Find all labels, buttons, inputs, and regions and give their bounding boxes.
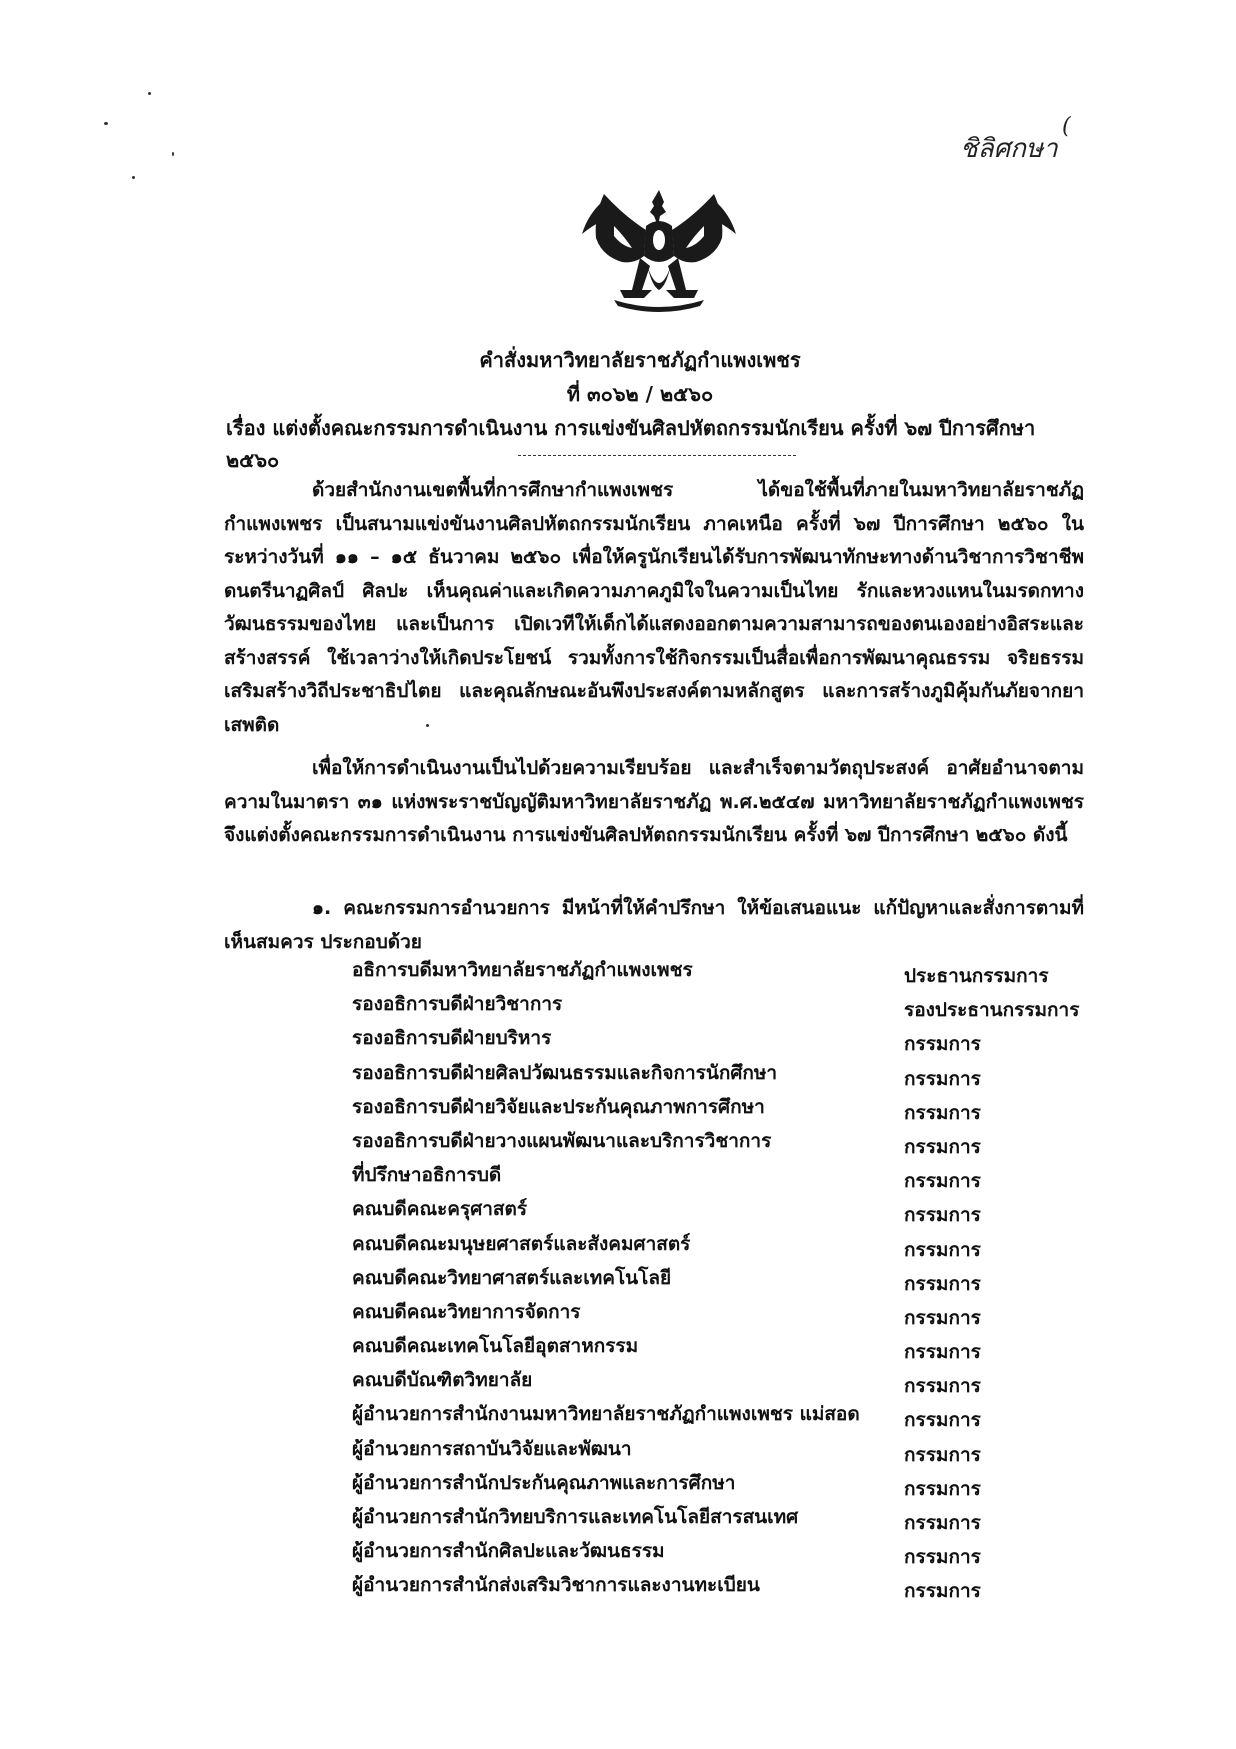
member-position: รองอธิการบดีฝ่ายบริหาร bbox=[352, 1027, 552, 1050]
member-role: กรรมการ bbox=[904, 1135, 981, 1158]
committee-member-row bbox=[352, 1126, 1092, 1160]
committee-list bbox=[352, 955, 1092, 1605]
member-role: กรรมการ bbox=[904, 1375, 981, 1398]
member-position: คณบดีคณะครุศาสตร์ bbox=[352, 1198, 528, 1221]
committee-member-row bbox=[352, 1229, 1092, 1263]
member-position: คณบดีคณะมนุษยศาสตร์และสังคมศาสตร์ bbox=[352, 1232, 691, 1255]
member-position: ผู้อำนวยการสำนักงานมหาวิทยาลัยราชภัฏกำแพงเพชร แม่สอด bbox=[352, 1403, 860, 1426]
member-role: กรรมการ bbox=[904, 1204, 981, 1227]
member-position: ผู้อำนวยการสำนักประกันคุณภาพและการศึกษา bbox=[352, 1471, 736, 1494]
paragraph-authority: เพื่อให้การดำเนินงานเป็นไปด้วยความเรียบร้อย และสำเร็จตามวัตถุประสงค์ อาศัยอำนาจตามความในมาตรา ๓๑ แห่งพระราชบัญญัติมหาวิทยาลัยราชภัฏ พ.ศ.๒๕๔๗ มหาวิทยาลัยราชภัฏกำแพงเพชร จึงแต่งตั้งคณะกรรมการดำเนินงาน การแข่งขันศิลปหัตถกรรมนักเรียน ครั้งที่ ๖๗ ปีการศึกษา ๒๕๖๐ ดังนี้ bbox=[224, 757, 1084, 846]
committee-member-row bbox=[352, 1468, 1092, 1502]
committee-member-row bbox=[352, 1023, 1092, 1057]
member-role: กรรมการ bbox=[904, 1238, 981, 1261]
member-role: กรรมการ bbox=[904, 1033, 981, 1056]
member-position: คณบดีบัณฑิตวิทยาลัย bbox=[352, 1369, 533, 1392]
committee-member-row bbox=[352, 955, 1092, 989]
garuda-emblem bbox=[574, 186, 744, 316]
member-role: กรรมการ bbox=[904, 1443, 981, 1466]
handwritten-note: ชิลิศกษา ( bbox=[960, 114, 1071, 164]
committee-member-row bbox=[352, 1194, 1092, 1228]
committee-member-row bbox=[352, 1297, 1092, 1331]
member-role: กรรมการ bbox=[904, 1580, 981, 1603]
member-position: คณบดีคณะวิทยาศาสตร์และเทคโนโลยี bbox=[352, 1266, 672, 1289]
committee-member-row bbox=[352, 1160, 1092, 1194]
document-subject: เรื่อง แต่งตั้งคณะกรรมการดำเนินงาน การแข่งขันศิลปหัตถกรรมนักเรียน ครั้งที่ ๖๗ ปีการศึกษา ๒๕๖๐ bbox=[226, 416, 1036, 472]
member-role: กรรมการ bbox=[904, 1546, 981, 1569]
committee-member-row bbox=[352, 1263, 1092, 1297]
member-position: ผู้อำนวยการสำนักส่งเสริมวิชาการและงานทะเบียน bbox=[352, 1574, 760, 1597]
member-role: กรรมการ bbox=[904, 1409, 981, 1432]
member-position: คณบดีคณะเทคโนโลยีอุตสาหกรรม bbox=[352, 1335, 639, 1358]
member-role: กรรมการ bbox=[904, 1101, 981, 1124]
member-position: ผู้อำนวยการสำนักวิทยบริการและเทคโนโลยีสารสนเทศ bbox=[352, 1506, 799, 1528]
committee-member-row bbox=[352, 1536, 1092, 1570]
member-role: กรรมการ bbox=[904, 1341, 981, 1364]
document-title: คำสั่งมหาวิทยาลัยราชภัฏกำแพงเพชร bbox=[479, 348, 801, 372]
committee-member-row bbox=[352, 1434, 1092, 1468]
member-role: รองประธานกรรมการ bbox=[904, 999, 1080, 1022]
committee-member-row bbox=[352, 1331, 1092, 1365]
committee-member-row bbox=[352, 1058, 1092, 1092]
committee-member-row bbox=[352, 1570, 1092, 1604]
member-role: กรรมการ bbox=[904, 1272, 981, 1295]
committee-member-row bbox=[352, 1502, 1092, 1536]
member-position: ผู้อำนวยการสำนักศิลปะและวัฒนธรรม bbox=[352, 1540, 665, 1563]
committee-member-row bbox=[352, 989, 1092, 1023]
divider bbox=[518, 455, 796, 456]
member-position: ที่ปรึกษาอธิการบดี bbox=[352, 1164, 502, 1187]
member-role: กรรมการ bbox=[904, 1306, 981, 1329]
committee-member-row bbox=[352, 1092, 1092, 1126]
member-position: รองอธิการบดีฝ่ายศิลปวัฒนธรรมและกิจการนักศึกษา bbox=[352, 1061, 778, 1084]
member-position: อธิการบดีมหาวิทยาลัยราชภัฏกำแพงเพชร bbox=[352, 959, 693, 981]
member-role: กรรมการ bbox=[904, 1477, 981, 1500]
member-position: ผู้อำนวยการสถาบันวิจัยและพัฒนา bbox=[352, 1437, 632, 1460]
paragraph-background: ด้วยสำนักงานเขตพื้นที่การศึกษากำแพงเพชร ได้ขอใช้พื้นที่ภายในมหาวิทยาลัยราชภัฏกำแพงเพชร เป็นสนามแข่งขันงานศิลปหัตถกรรมนักเรียน ภาคเหนือ ครั้งที่ ๖๗ ปีการศึกษา ๒๕๖๐ ในระหว่างวันที่ ๑๑ – ๑๕ ธันวาคม ๒๕๖๐ เพื่อให้ครูนักเรียนได้รับการพัฒนาทักษะทางด้านวิชาการวิชาชีพ ดนตรีนาฏศิลป์ ศิลปะ เห็นคุณค่าและเกิดความภาคภูมิใจในความเป็นไทย รักและหวงแหนในมรดกทางวัฒนธรรมของไทย และเป็นการ เปิดเวทีให้เด็กได้แสดงออกตามความสามารถของตนเองอย่างอิสระและสร้างสรรค์ ใช้เวลาว่างให้เกิดประโยชน์ รวมทั้งการใช้กิจกรรมเป็นสื่อเพื่อการพัฒนาคุณธรรม จริยธรรม เสริมสร้างวิถีประชาธิปไตย และคุณลักษณะอันพึงประสงค์ตามหลักสูตร และการสร้างภูมิคุ้มกันภัยจากยาเสพติด bbox=[224, 479, 1084, 736]
member-role: กรรมการ bbox=[904, 1067, 981, 1090]
member-position: รองอธิการบดีฝ่ายวางแผนพัฒนาและบริการวิชาการ bbox=[352, 1129, 772, 1152]
member-position: รองอธิการบดีฝ่ายวิชาการ bbox=[352, 993, 563, 1016]
committee-member-row bbox=[352, 1399, 1092, 1433]
member-position: คณบดีคณะวิทยาการจัดการ bbox=[352, 1300, 581, 1323]
committee-member-row bbox=[352, 1365, 1092, 1399]
member-position: รองอธิการบดีฝ่ายวิจัยและประกันคุณภาพการศึกษา bbox=[352, 1095, 765, 1118]
document-number: ที่ ๓๐๖๒ / ๒๕๖๐ bbox=[566, 382, 714, 406]
member-role: ประธานกรรมการ bbox=[904, 965, 1049, 987]
member-role: กรรมการ bbox=[904, 1170, 981, 1193]
member-role: กรรมการ bbox=[904, 1512, 981, 1534]
paragraph-committee-intro: ๑. คณะกรรมการอำนวยการ มีหน้าที่ให้คำปรึกษา ให้ข้อเสนอแนะ แก้ปัญหาและสั่งการตามที่เห็นสมควร ประกอบด้วย bbox=[224, 897, 1084, 953]
